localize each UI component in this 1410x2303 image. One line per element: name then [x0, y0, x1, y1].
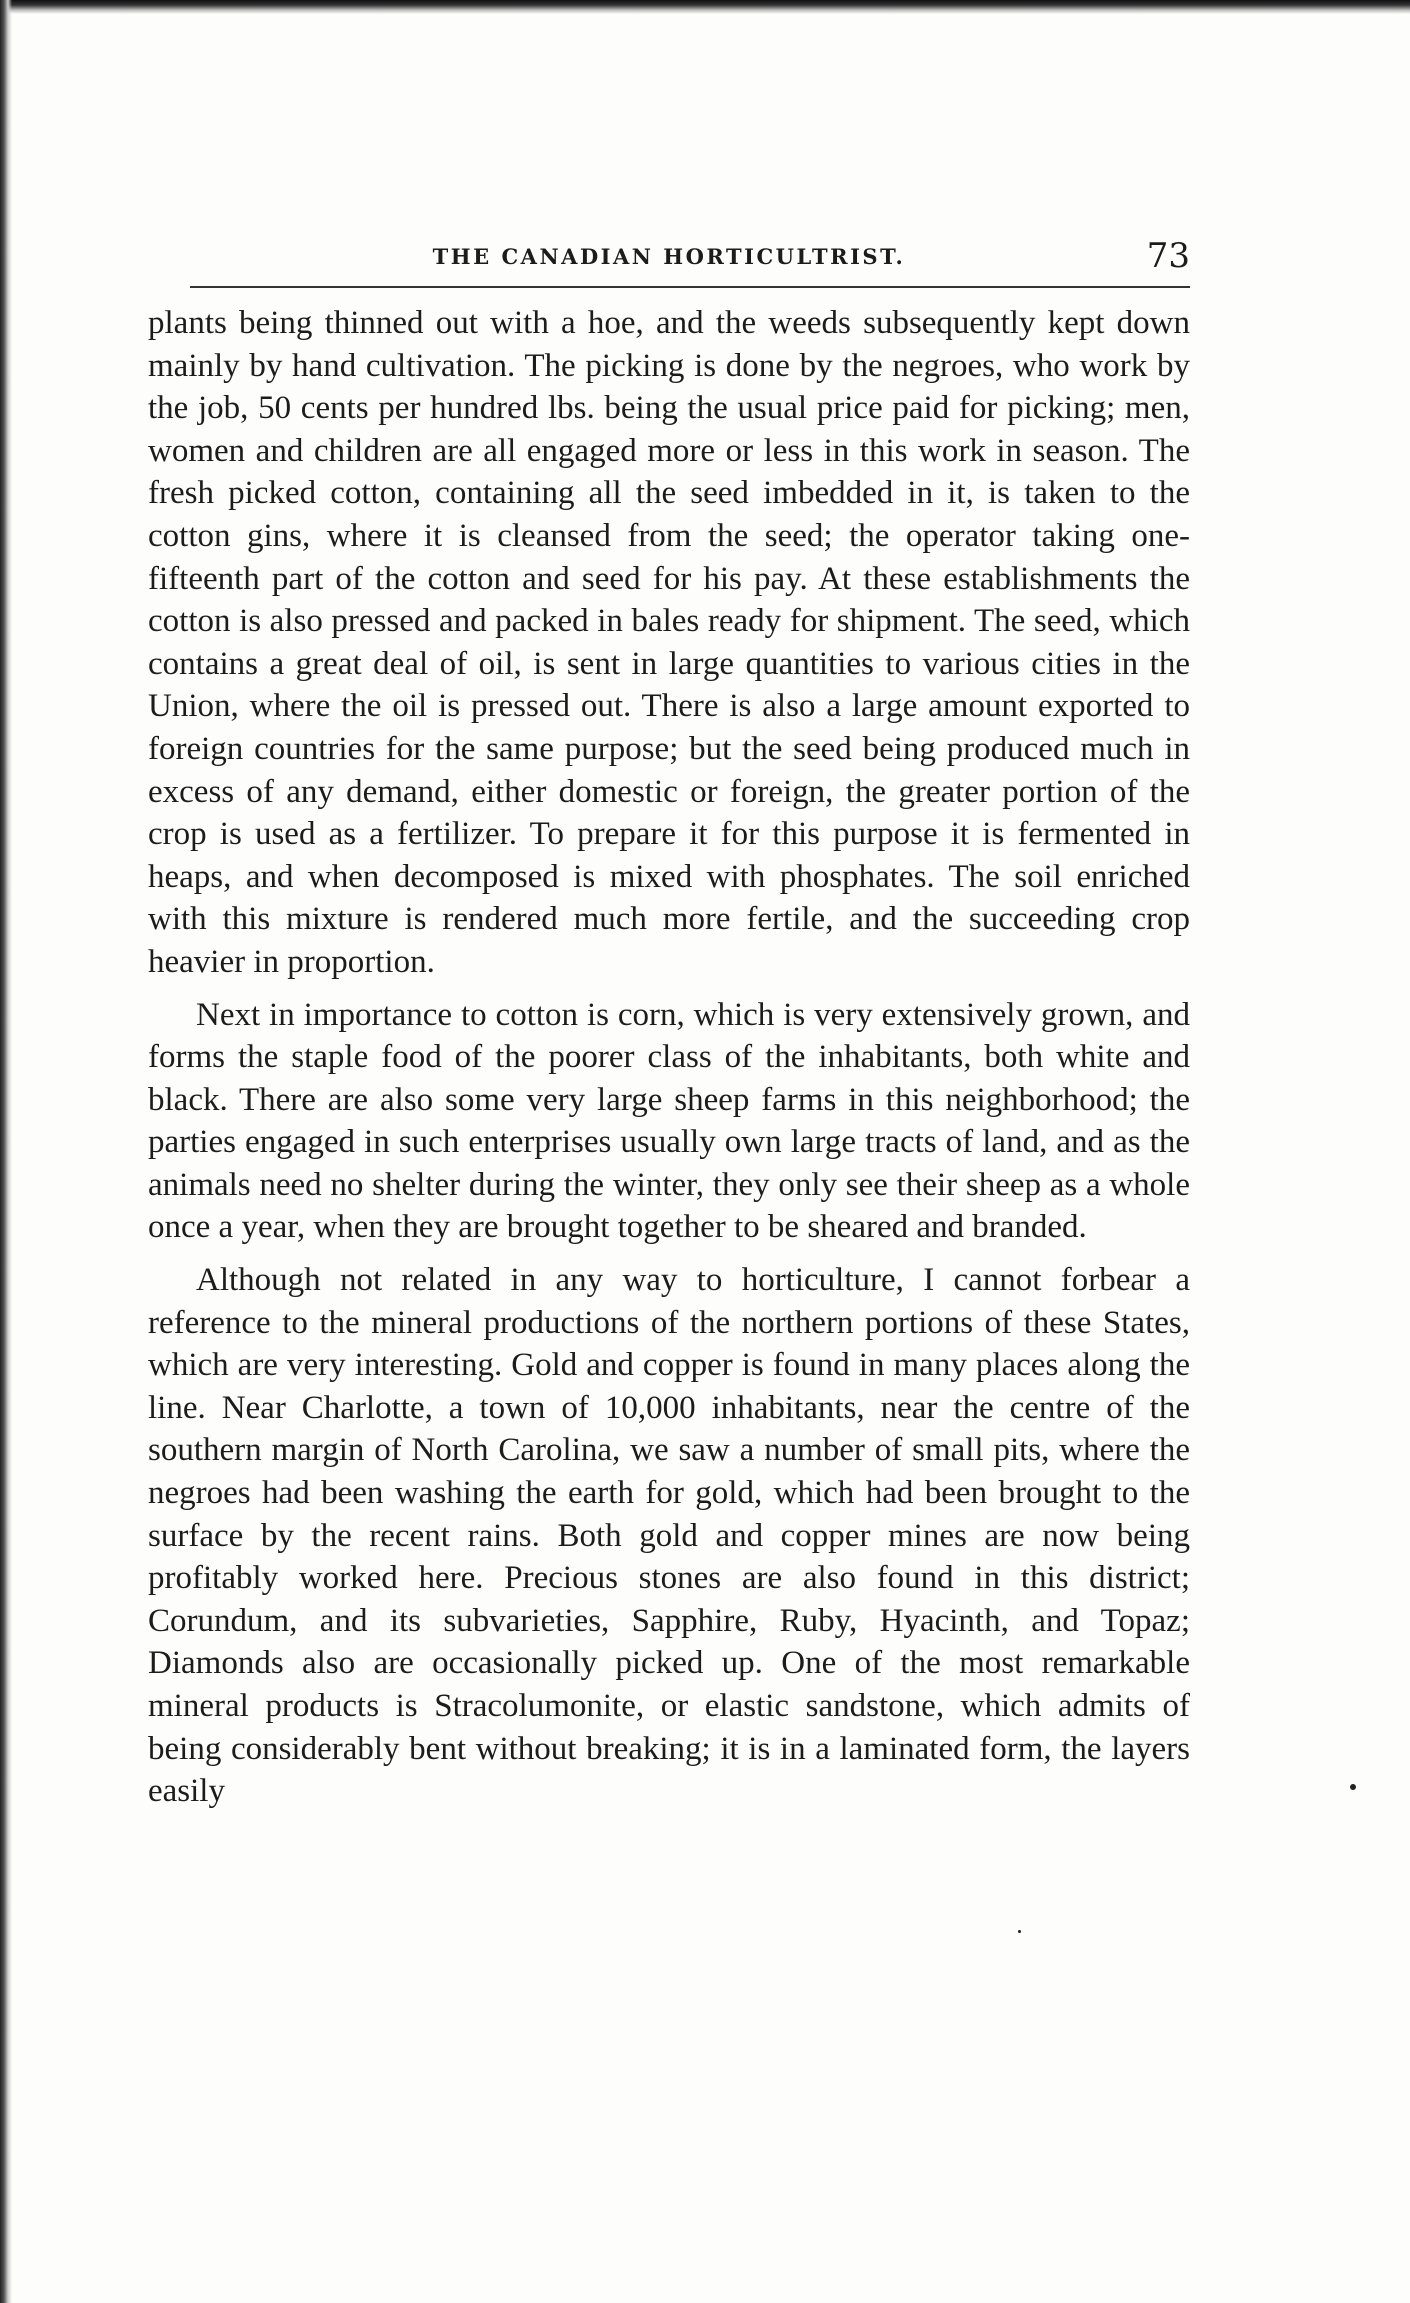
running-head — [148, 236, 1190, 286]
header-rule — [190, 286, 1190, 288]
paragraph-continued: plants being thinned out with a hoe, and the weeds subsequently kept down mainly by hand cultivation. The picking is done by the negroes, who work by the job, 50 cents per hundred lbs. being the usual price paid for picking; men, women and children are all engaged more or less in this work in season. The fresh picked cotton, containing all the seed imbedded in it, is taken to the cotton gins, where it is cleansed from the seed; the operator taking one-fifteenth part of the cotton and seed for his pay. At these establishments the cotton is also pressed and packed in bales ready for shipment. The seed, which contains a great deal of oil, is sent in large quantities to various cities in the Union, where the oil is pressed out. There is also a large amount exported to foreign countries for the same purpose; but the seed being produced much in excess of any demand, either domestic or foreign, the greater portion of the crop is used as a fertilizer. To prepare it for this purpose it is fermented in heaps, and when decomposed is mixed with phosphates. The soil enriched with this mixture is rendered much more fertile, and the succeeding crop heavier in proportion. — [148, 305, 1190, 980]
page-number: 73 — [1146, 236, 1190, 276]
scan-top-edge — [0, 0, 1410, 14]
book-page — [148, 236, 1190, 1823]
paragraph-corn: Next in importance to cotton is corn, which is very extensively grown, and forms the staple food of the poorer class of the inhabitants, both white and black. There are also some very large sheep farms in this neighborhood; the parties engaged in such enterprises usually own large tracts of land, and as the animals need no shelter during the winter, they only see their sheep as a whole once a year, when they are brought together to be sheared and branded. — [148, 996, 1190, 1246]
scan-speck — [1350, 1784, 1356, 1790]
scan-speck — [1018, 1930, 1021, 1933]
running-title: THE CANADIAN HORTICULTRIST. — [432, 244, 906, 269]
scan-left-edge — [0, 0, 12, 2303]
paragraph-minerals: Although not related in any way to horticulture, I cannot forbear a reference to the mineral productions of the northern portions of these States, which are very interesting. Gold and copper is found in many places along the line. Near Charlotte, a town of 10,000 inhabitants, near the centre of the southern margin of North Carolina, we saw a number of small pits, where the negroes had been washing the earth for gold, which had been brought to the surface by the recent rains. Both gold and copper mines are now being profitably worked here. Precious stones are also found in this district; Corundum, and its subvarieties, Sapphire, Ruby, Hyacinth, and Topaz; Diamonds also are occasionally picked up. One of the most remarkable mineral products is Stracolumonite, or elastic sandstone, which admits of being considerably bent without breaking; it is in a laminated form, the layers easily — [148, 1262, 1190, 1810]
body-text — [148, 302, 1190, 1813]
